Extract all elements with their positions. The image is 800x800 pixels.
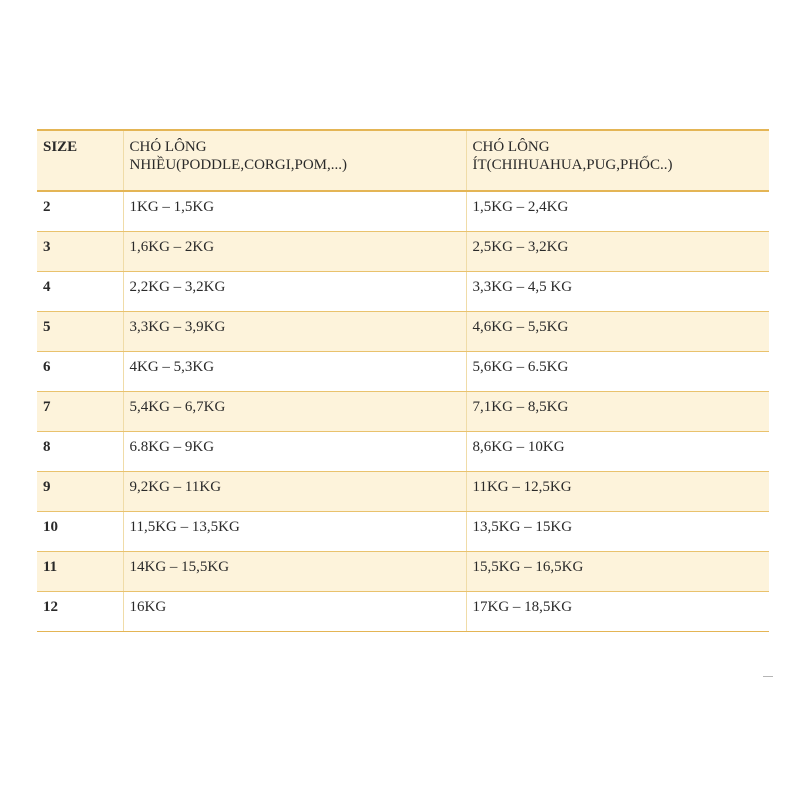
cell-short-haired: 2,5KG – 3,2KG bbox=[466, 231, 769, 271]
cell-short-haired: 7,1KG – 8,5KG bbox=[466, 391, 769, 431]
cell-long-haired: 1KG – 1,5KG bbox=[123, 191, 466, 231]
cell-short-haired: 1,5KG – 2,4KG bbox=[466, 191, 769, 231]
cell-size: 9 bbox=[37, 471, 123, 511]
cell-short-haired: 13,5KG – 15KG bbox=[466, 511, 769, 551]
table-row bbox=[37, 471, 769, 511]
corner-mark bbox=[763, 676, 773, 677]
table-row bbox=[37, 311, 769, 351]
cell-long-haired: 11,5KG – 13,5KG bbox=[123, 511, 466, 551]
table-body bbox=[37, 191, 769, 631]
cell-short-haired: 4,6KG – 5,5KG bbox=[466, 311, 769, 351]
cell-size: 11 bbox=[37, 551, 123, 591]
cell-size: 8 bbox=[37, 431, 123, 471]
cell-long-haired: 9,2KG – 11KG bbox=[123, 471, 466, 511]
table-row bbox=[37, 551, 769, 591]
cell-size: 5 bbox=[37, 311, 123, 351]
table-row bbox=[37, 231, 769, 271]
cell-short-haired: 8,6KG – 10KG bbox=[466, 431, 769, 471]
header-size: SIZE bbox=[37, 130, 123, 191]
header-long-haired bbox=[123, 130, 466, 191]
header-short-haired bbox=[466, 130, 769, 191]
table-row bbox=[37, 591, 769, 631]
cell-size: 2 bbox=[37, 191, 123, 231]
cell-long-haired: 3,3KG – 3,9KG bbox=[123, 311, 466, 351]
table-row bbox=[37, 511, 769, 551]
table-row bbox=[37, 391, 769, 431]
cell-short-haired: 5,6KG – 6.5KG bbox=[466, 351, 769, 391]
cell-long-haired: 1,6KG – 2KG bbox=[123, 231, 466, 271]
cell-size: 3 bbox=[37, 231, 123, 271]
table-row bbox=[37, 431, 769, 471]
cell-long-haired: 14KG – 15,5KG bbox=[123, 551, 466, 591]
cell-size: 4 bbox=[37, 271, 123, 311]
cell-short-haired: 15,5KG – 16,5KG bbox=[466, 551, 769, 591]
cell-long-haired: 6.8KG – 9KG bbox=[123, 431, 466, 471]
table-row bbox=[37, 271, 769, 311]
cell-short-haired: 3,3KG – 4,5 KG bbox=[466, 271, 769, 311]
cell-size: 10 bbox=[37, 511, 123, 551]
table-row bbox=[37, 191, 769, 231]
table-header bbox=[37, 130, 769, 191]
cell-long-haired: 2,2KG – 3,2KG bbox=[123, 271, 466, 311]
cell-long-haired: 4KG – 5,3KG bbox=[123, 351, 466, 391]
cell-long-haired: 5,4KG – 6,7KG bbox=[123, 391, 466, 431]
cell-size: 6 bbox=[37, 351, 123, 391]
table-row bbox=[37, 351, 769, 391]
header-short-haired-line-2: ÍT(CHIHUAHUA,PUG,PHỐC..) bbox=[472, 157, 673, 173]
cell-short-haired: 11KG – 12,5KG bbox=[466, 471, 769, 511]
size-chart-table bbox=[37, 129, 769, 632]
cell-size: 7 bbox=[37, 391, 123, 431]
header-row bbox=[37, 130, 769, 191]
header-long-haired-line-2: NHIỀU(PODDLE,CORGI,POM,...) bbox=[129, 157, 347, 173]
cell-long-haired: 16KG bbox=[123, 591, 466, 631]
cell-short-haired: 17KG – 18,5KG bbox=[466, 591, 769, 631]
header-long-haired-line-1: CHÓ LÔNG bbox=[129, 139, 207, 155]
cell-size: 12 bbox=[37, 591, 123, 631]
header-short-haired-line-1: CHÓ LÔNG bbox=[472, 139, 550, 155]
